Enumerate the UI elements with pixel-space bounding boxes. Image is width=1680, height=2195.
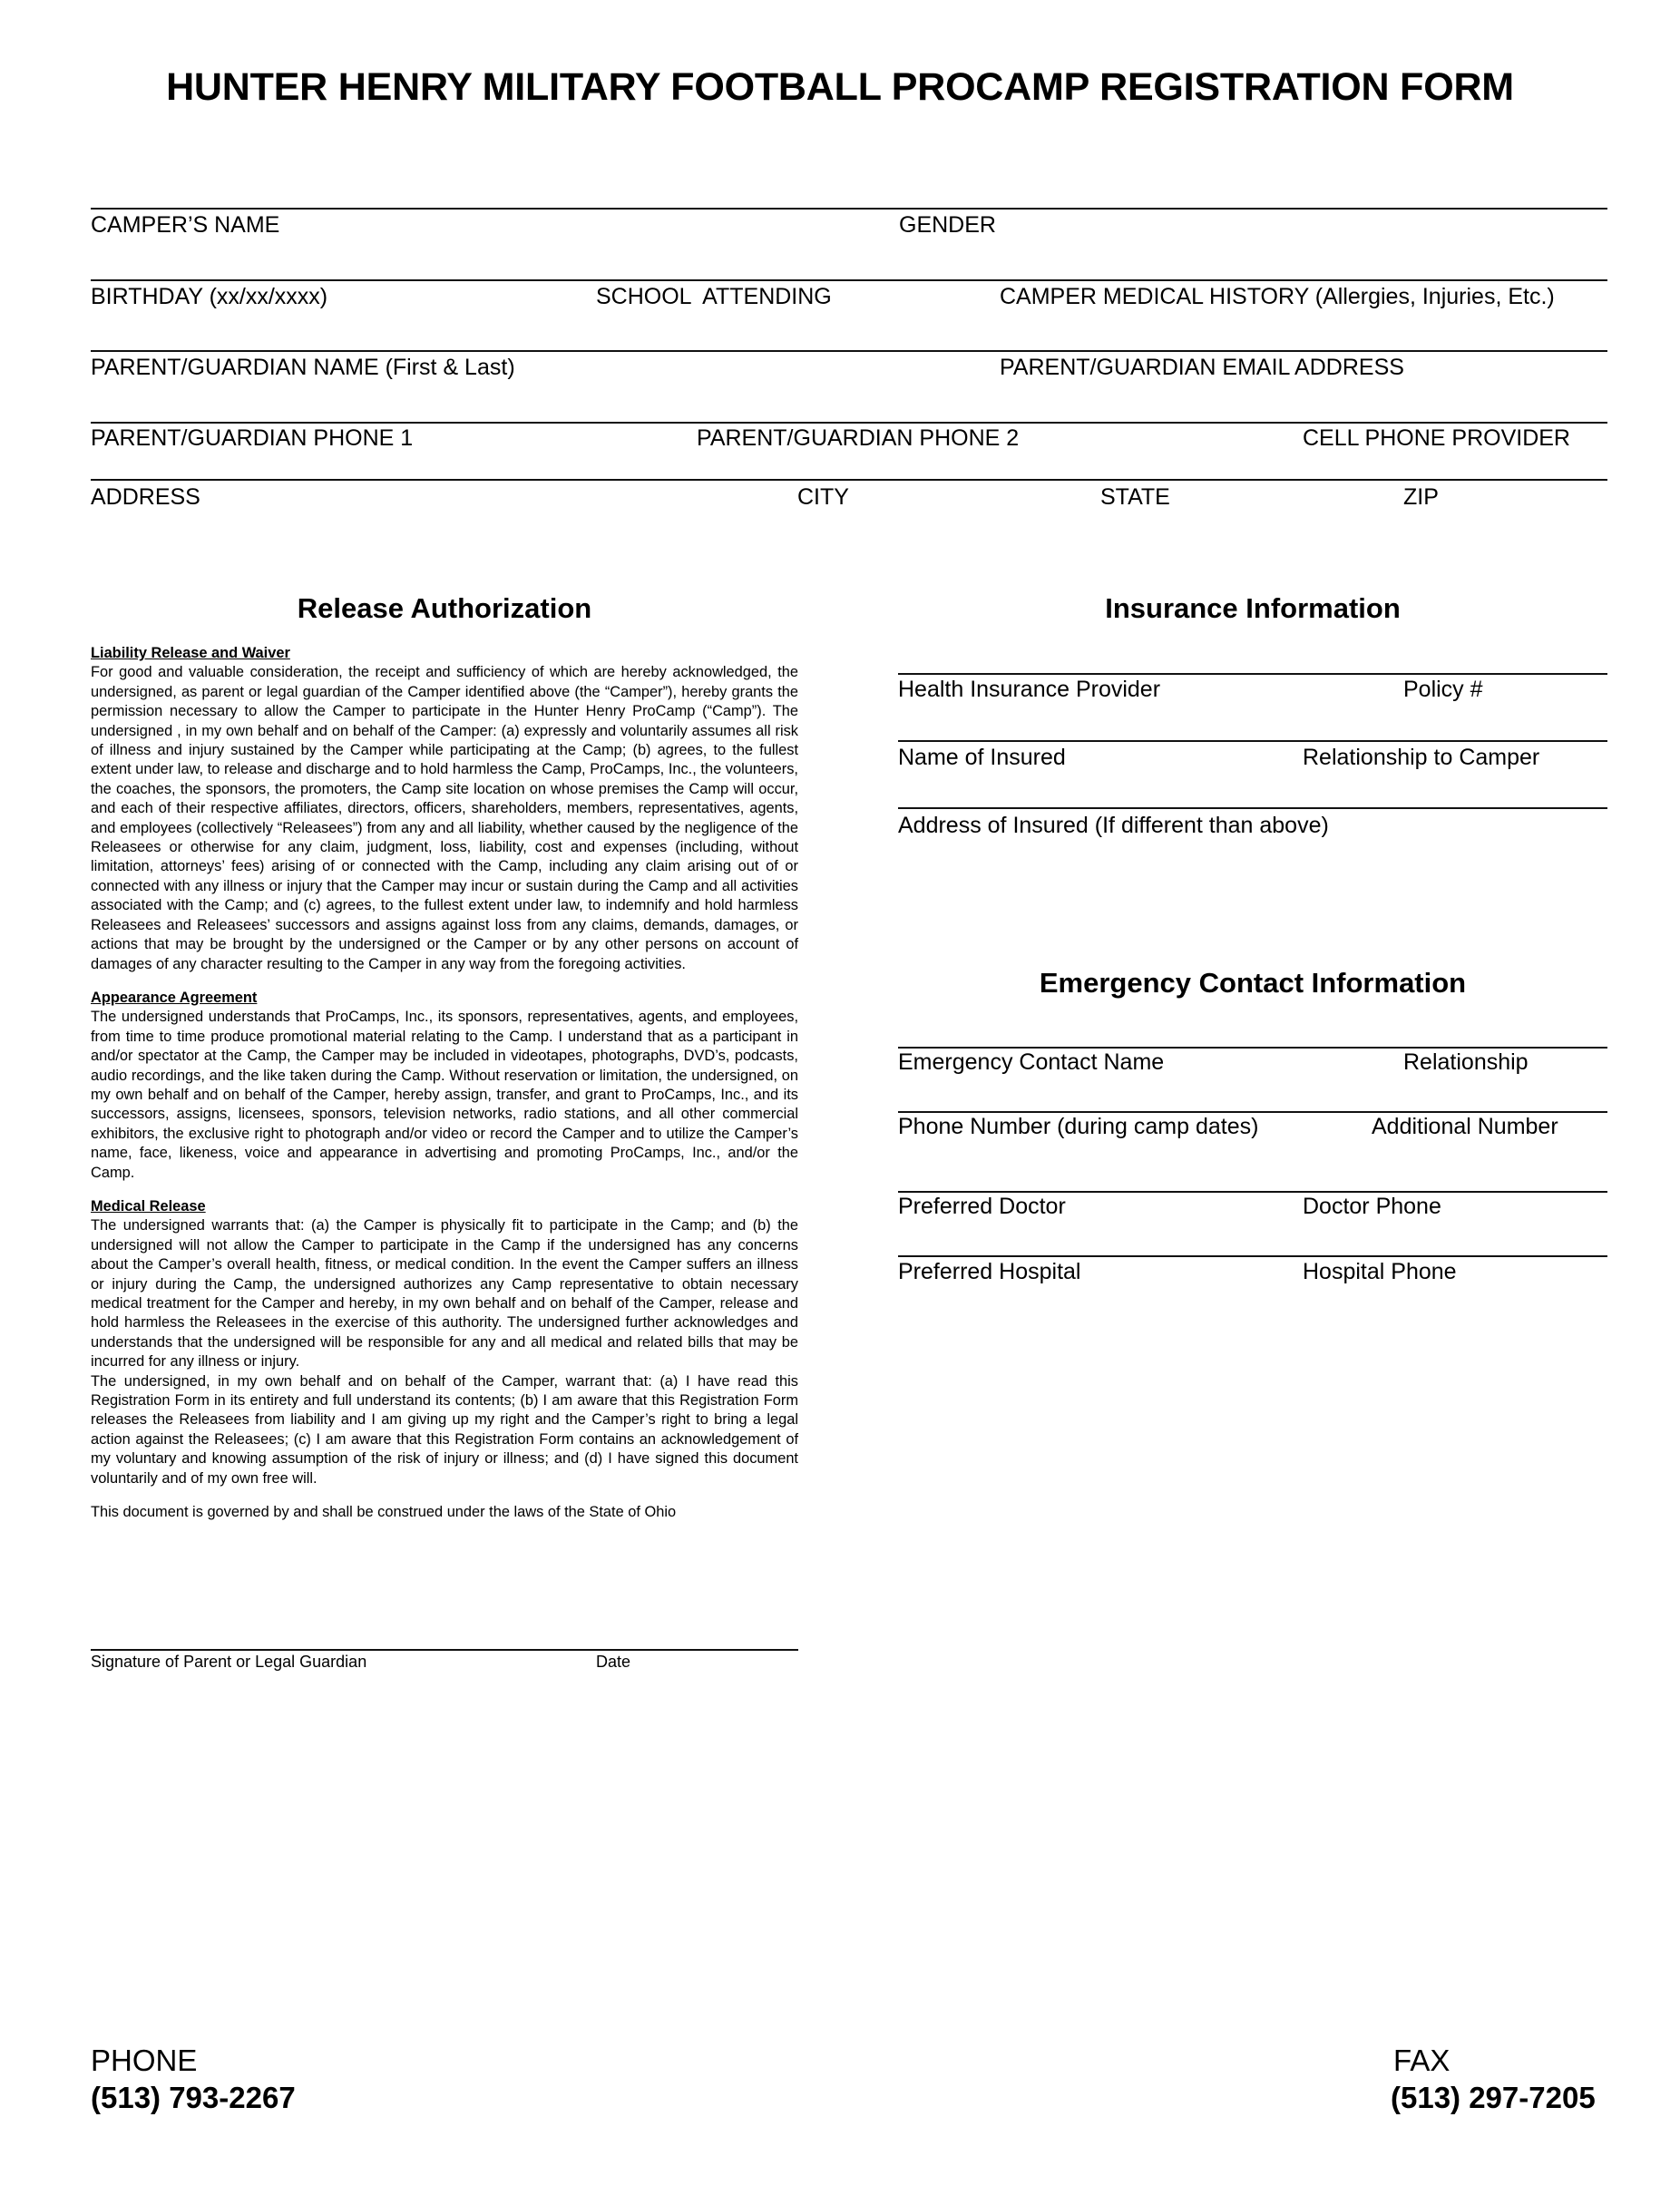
governing-law: This document is governed by and shall be construed under the laws of the State of Ohio [91, 1504, 677, 1521]
field-line-insured-name[interactable] [898, 740, 1607, 742]
field-line-campers-name[interactable] [91, 208, 1607, 210]
label-state: STATE [1100, 484, 1170, 510]
insurance-heading: Insurance Information [1105, 592, 1401, 624]
label-cell-provider: CELL PHONE PROVIDER [1303, 425, 1570, 451]
field-line-emergency-phone[interactable] [898, 1111, 1607, 1113]
label-hospital-phone: Hospital Phone [1303, 1259, 1457, 1284]
field-line-insurance-provider[interactable] [898, 673, 1607, 675]
label-doctor-phone: Doctor Phone [1303, 1194, 1441, 1219]
field-line-parent-name[interactable] [91, 350, 1607, 352]
release-text [91, 644, 798, 1522]
label-policy: Policy # [1403, 677, 1483, 702]
label-additional-number: Additional Number [1372, 1114, 1558, 1139]
label-campers-name: CAMPER’S NAME [91, 212, 280, 238]
label-relationship-to-camper: Relationship to Camper [1303, 745, 1540, 770]
field-line-insured-address[interactable] [898, 807, 1607, 809]
label-insured-name: Name of Insured [898, 745, 1066, 770]
label-school: SCHOOL ATTENDING [596, 284, 832, 309]
page-title: HUNTER HENRY MILITARY FOOTBALL PROCAMP REGISTRATION FORM [166, 65, 1514, 109]
label-emergency-contact: Emergency Contact Name [898, 1049, 1165, 1075]
label-birthday: BIRTHDAY (xx/xx/xxxx) [91, 284, 328, 309]
medical-text: The undersigned warrants that: (a) the Camper is physically fit to participate in the Camp; and (b) the undersigned will not allow the Camper to participate in the Camp if the undersigned has any concerns about the Camper’s overall health, fitness, or medical condition. In the event the Camper suffers an illness or injury during the Camp, the undersigned authorizes any Camp representative to obtain necessary medical treatment for the Camper and hereby, in my own behalf and on behalf of the Camper, release and hold harmless the Releasees in the exercise of this authority. The undersigned further acknowledges and understands that the undersigned will be responsible for any and all medical and related bills that may be incurred for any illness or injury. [91, 1217, 798, 1371]
field-line-phones[interactable] [91, 422, 1607, 424]
label-hospital: Preferred Hospital [898, 1259, 1081, 1284]
label-medical-history: CAMPER MEDICAL HISTORY (Allergies, Injuries, Etc.) [1000, 284, 1555, 309]
emergency-heading: Emergency Contact Information [1039, 967, 1467, 999]
footer-fax-label: FAX [1393, 2044, 1450, 2077]
label-doctor: Preferred Doctor [898, 1194, 1066, 1219]
label-gender: GENDER [899, 212, 996, 238]
label-insured-address: Address of Insured (If different than above) [898, 813, 1329, 838]
footer-phone-number: (513) 793-2267 [91, 2081, 296, 2114]
label-insurance-provider: Health Insurance Provider [898, 677, 1161, 702]
label-phone2: PARENT/GUARDIAN PHONE 2 [697, 425, 1020, 451]
label-address: ADDRESS [91, 484, 200, 510]
appearance-text: The undersigned understands that ProCamps, Inc., its sponsors, representatives, agents, and employees, from time to time produce promotional material relating to the Camp. I understand that as a participant in and/or spectator at the Camp, the Camper may be included in videotapes, photographs, DVD’s, podcasts, audio recordings, and the like taken during the Camp. Without reservation or limitation, the undersigned, on my own behalf and on behalf of the Camper, hereby assign, transfer, and grant to ProCamps, Inc., and its successors, assigns, licensees, sponsors, television networks, radio stations, and all other commercial exhibitors, the exclusive right to photograph and/or video or record the Camper and to utilize the Camper’s name, face, likeness, voice and appearance in advertising and promoting ProCamps, Inc., and/or the Camp. [91, 1009, 798, 1181]
release-heading: Release Authorization [297, 592, 592, 624]
label-phone1: PARENT/GUARDIAN PHONE 1 [91, 425, 414, 451]
date-label: Date [596, 1653, 631, 1671]
field-line-hospital[interactable] [898, 1255, 1607, 1257]
appearance-title: Appearance Agreement [91, 989, 258, 1006]
label-city: CITY [797, 484, 849, 510]
label-emergency-relationship: Relationship [1403, 1049, 1529, 1075]
label-zip: ZIP [1403, 484, 1439, 510]
label-parent-email: PARENT/GUARDIAN EMAIL ADDRESS [1000, 355, 1404, 380]
liability-title: Liability Release and Waiver [91, 645, 290, 661]
field-line-emergency-contact[interactable] [898, 1047, 1607, 1049]
medical-title: Medical Release [91, 1197, 206, 1215]
field-line-address[interactable] [91, 479, 1607, 481]
warrant-text: The undersigned, in my own behalf and on behalf of the Camper, warrant that: (a) I have read this Registration Form in its entirety and full understand its contents; (b) I am aware that this Registration Form releases the Releasees from liability and I am giving up my right and the Camper’s right to bring a legal action against the Releasees; (c) I am aware that this Registration Form contains an acknowledgement of my voluntary and knowing assumption of the risk of injury or illness; and (d) I have signed this document voluntarily and of my own free will. [91, 1372, 798, 1487]
label-parent-name: PARENT/GUARDIAN NAME (First & Last) [91, 355, 515, 380]
signature-label: Signature of Parent or Legal Guardian [91, 1653, 367, 1671]
footer-phone-label: PHONE [91, 2044, 198, 2077]
signature-line[interactable] [91, 1649, 798, 1651]
label-emergency-phone: Phone Number (during camp dates) [898, 1114, 1259, 1139]
field-line-doctor[interactable] [898, 1191, 1607, 1193]
footer-fax-number: (513) 297-7205 [1391, 2081, 1596, 2114]
liability-text: For good and valuable consideration, the receipt and sufficiency of which are hereby acknowledged, the undersigned, as parent or legal guardian of the Camper identified above (the “Camper”), hereby grants the permission necessary to allow the Camper to participate in the Hunter Henry ProCamp (“Camp”). The undersigned , in my own behalf and on behalf of the Camper: (a) expressly and voluntarily assumes all risk of illness and injury sustained by the Camper while participating at the Camp; (b) agrees, to the fullest extent under law, to release and discharge and to hold harmless the Camp, ProCamps, Inc., the volunteers, the coaches, the sponsors, the promoters, the Camp site location on whose premises the Camp will occur, and each of their respective affiliates, directors, officers, shareholders, members, representatives, agents, and employees (collectively “Releasees”) from any and all liability, whether caused by the negligence of the Releasees or otherwise for any claim, judgment, loss, liability, cost and expenses (including, without limitation, attorneys’ fees) arising of or connected with the Camp, including any claim arising out of or connected with any illness or injury that the Camper may incur or sustain during the Camp and all activities associated with the Camp; and (c) agrees, to the fullest extent under law, to indemnify and hold harmless Releasees and Releasees’ successors and assigns against loss from any claims, demands, damages, or actions that may be brought by the undersigned or the Camper or by any other persons on account of damages of any character resulting to the Camper in any way from the foregoing activities. [91, 664, 798, 972]
field-line-birthday[interactable] [91, 279, 1607, 281]
